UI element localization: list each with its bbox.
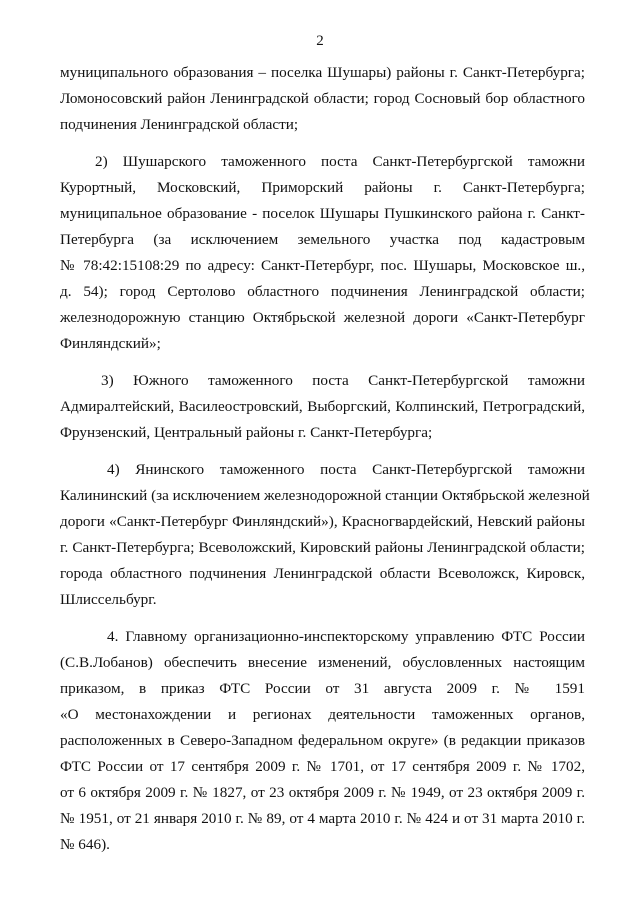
text-line: 4) Янинского таможенного поста Санкт-Петербургской таможни <box>107 461 585 478</box>
text-line: 3) Южного таможенного поста Санкт-Петербургской таможни <box>101 372 585 389</box>
page-number: 2 <box>316 33 324 49</box>
text-line: «О местонахождении и регионах деятельности таможенных органов, <box>60 706 585 723</box>
text-line: муниципальное образование - поселок Шушары Пушкинского района г. Санкт- <box>60 205 585 222</box>
paragraph-item-3 <box>60 368 585 446</box>
text-line: Фрунзенский, Центральный районы г. Санкт-Петербурга; <box>60 424 433 441</box>
text-line: № 1951, от 21 января 2010 г. № 89, от 4 марта 2010 г. № 424 и от 31 марта 2010 г. <box>60 810 585 827</box>
text-line: от 6 октября 2009 г. № 1827, от 23 октября 2009 г. № 1949, от 23 октября 2009 г. <box>60 784 585 801</box>
paragraph-intro <box>60 60 585 138</box>
text-line: подчинения Ленинградской области; <box>60 116 299 133</box>
paragraph-main-4 <box>60 624 585 858</box>
text-line: 4. Главному организационно-инспекторскому управлению ФТС России <box>107 628 585 645</box>
text-line: Шлиссельбург. <box>60 591 157 608</box>
paragraph-item-2 <box>60 149 585 357</box>
text-line: расположенных в Северо-Западном федеральном округе» (в редакции приказов <box>60 732 585 749</box>
document-body <box>60 60 590 858</box>
text-line: Курортный, Московский, Приморский районы г. Санкт-Петербурга; <box>60 179 585 196</box>
text-line: № 646). <box>60 836 110 853</box>
text-line: (С.В.Лобанов) обеспечить внесение изменений, обусловленных настоящим <box>60 654 585 671</box>
text-line: города областного подчинения Ленинградской области Всеволожск, Кировск, <box>60 565 585 582</box>
text-line: железнодорожную станцию Октябрьской железной дороги «Санкт-Петербург <box>60 309 585 326</box>
text-line: Петербурга (за исключением земельного участка под кадастровым <box>60 231 585 248</box>
text-line: г. Санкт-Петербурга; Всеволожский, Кировский районы Ленинградской области; <box>60 539 585 556</box>
paragraph-item-4 <box>60 457 590 613</box>
text-line: приказом, в приказ ФТС России от 31 августа 2009 г. № 1591 <box>60 680 585 697</box>
text-line: Финляндский»; <box>60 335 161 352</box>
text-line: № 78:42:15108:29 по адресу: Санкт-Петербург, пос. Шушары, Московское ш., <box>60 257 585 274</box>
text-line: Ломоносовский район Ленинградской области; город Сосновый бор областного <box>60 90 585 107</box>
text-line: дороги «Санкт-Петербург Финляндский»), Красногвардейский, Невский районы <box>60 513 585 530</box>
text-line: 2) Шушарского таможенного поста Санкт-Петербургской таможни <box>95 153 585 170</box>
text-line: муниципального образования – поселка Шушары) районы г. Санкт-Петербурга; <box>60 64 585 81</box>
text-line: Калининский (за исключением железнодорожной станции Октябрьской железной <box>60 487 590 504</box>
text-line: д. 54); город Сертолово областного подчинения Ленинградской области; <box>60 283 585 300</box>
text-line: Адмиралтейский, Василеостровский, Выборгский, Колпинский, Петроградский, <box>60 398 585 415</box>
text-line: ФТС России от 17 сентября 2009 г. № 1701, от 17 сентября 2009 г. № 1702, <box>60 758 585 775</box>
